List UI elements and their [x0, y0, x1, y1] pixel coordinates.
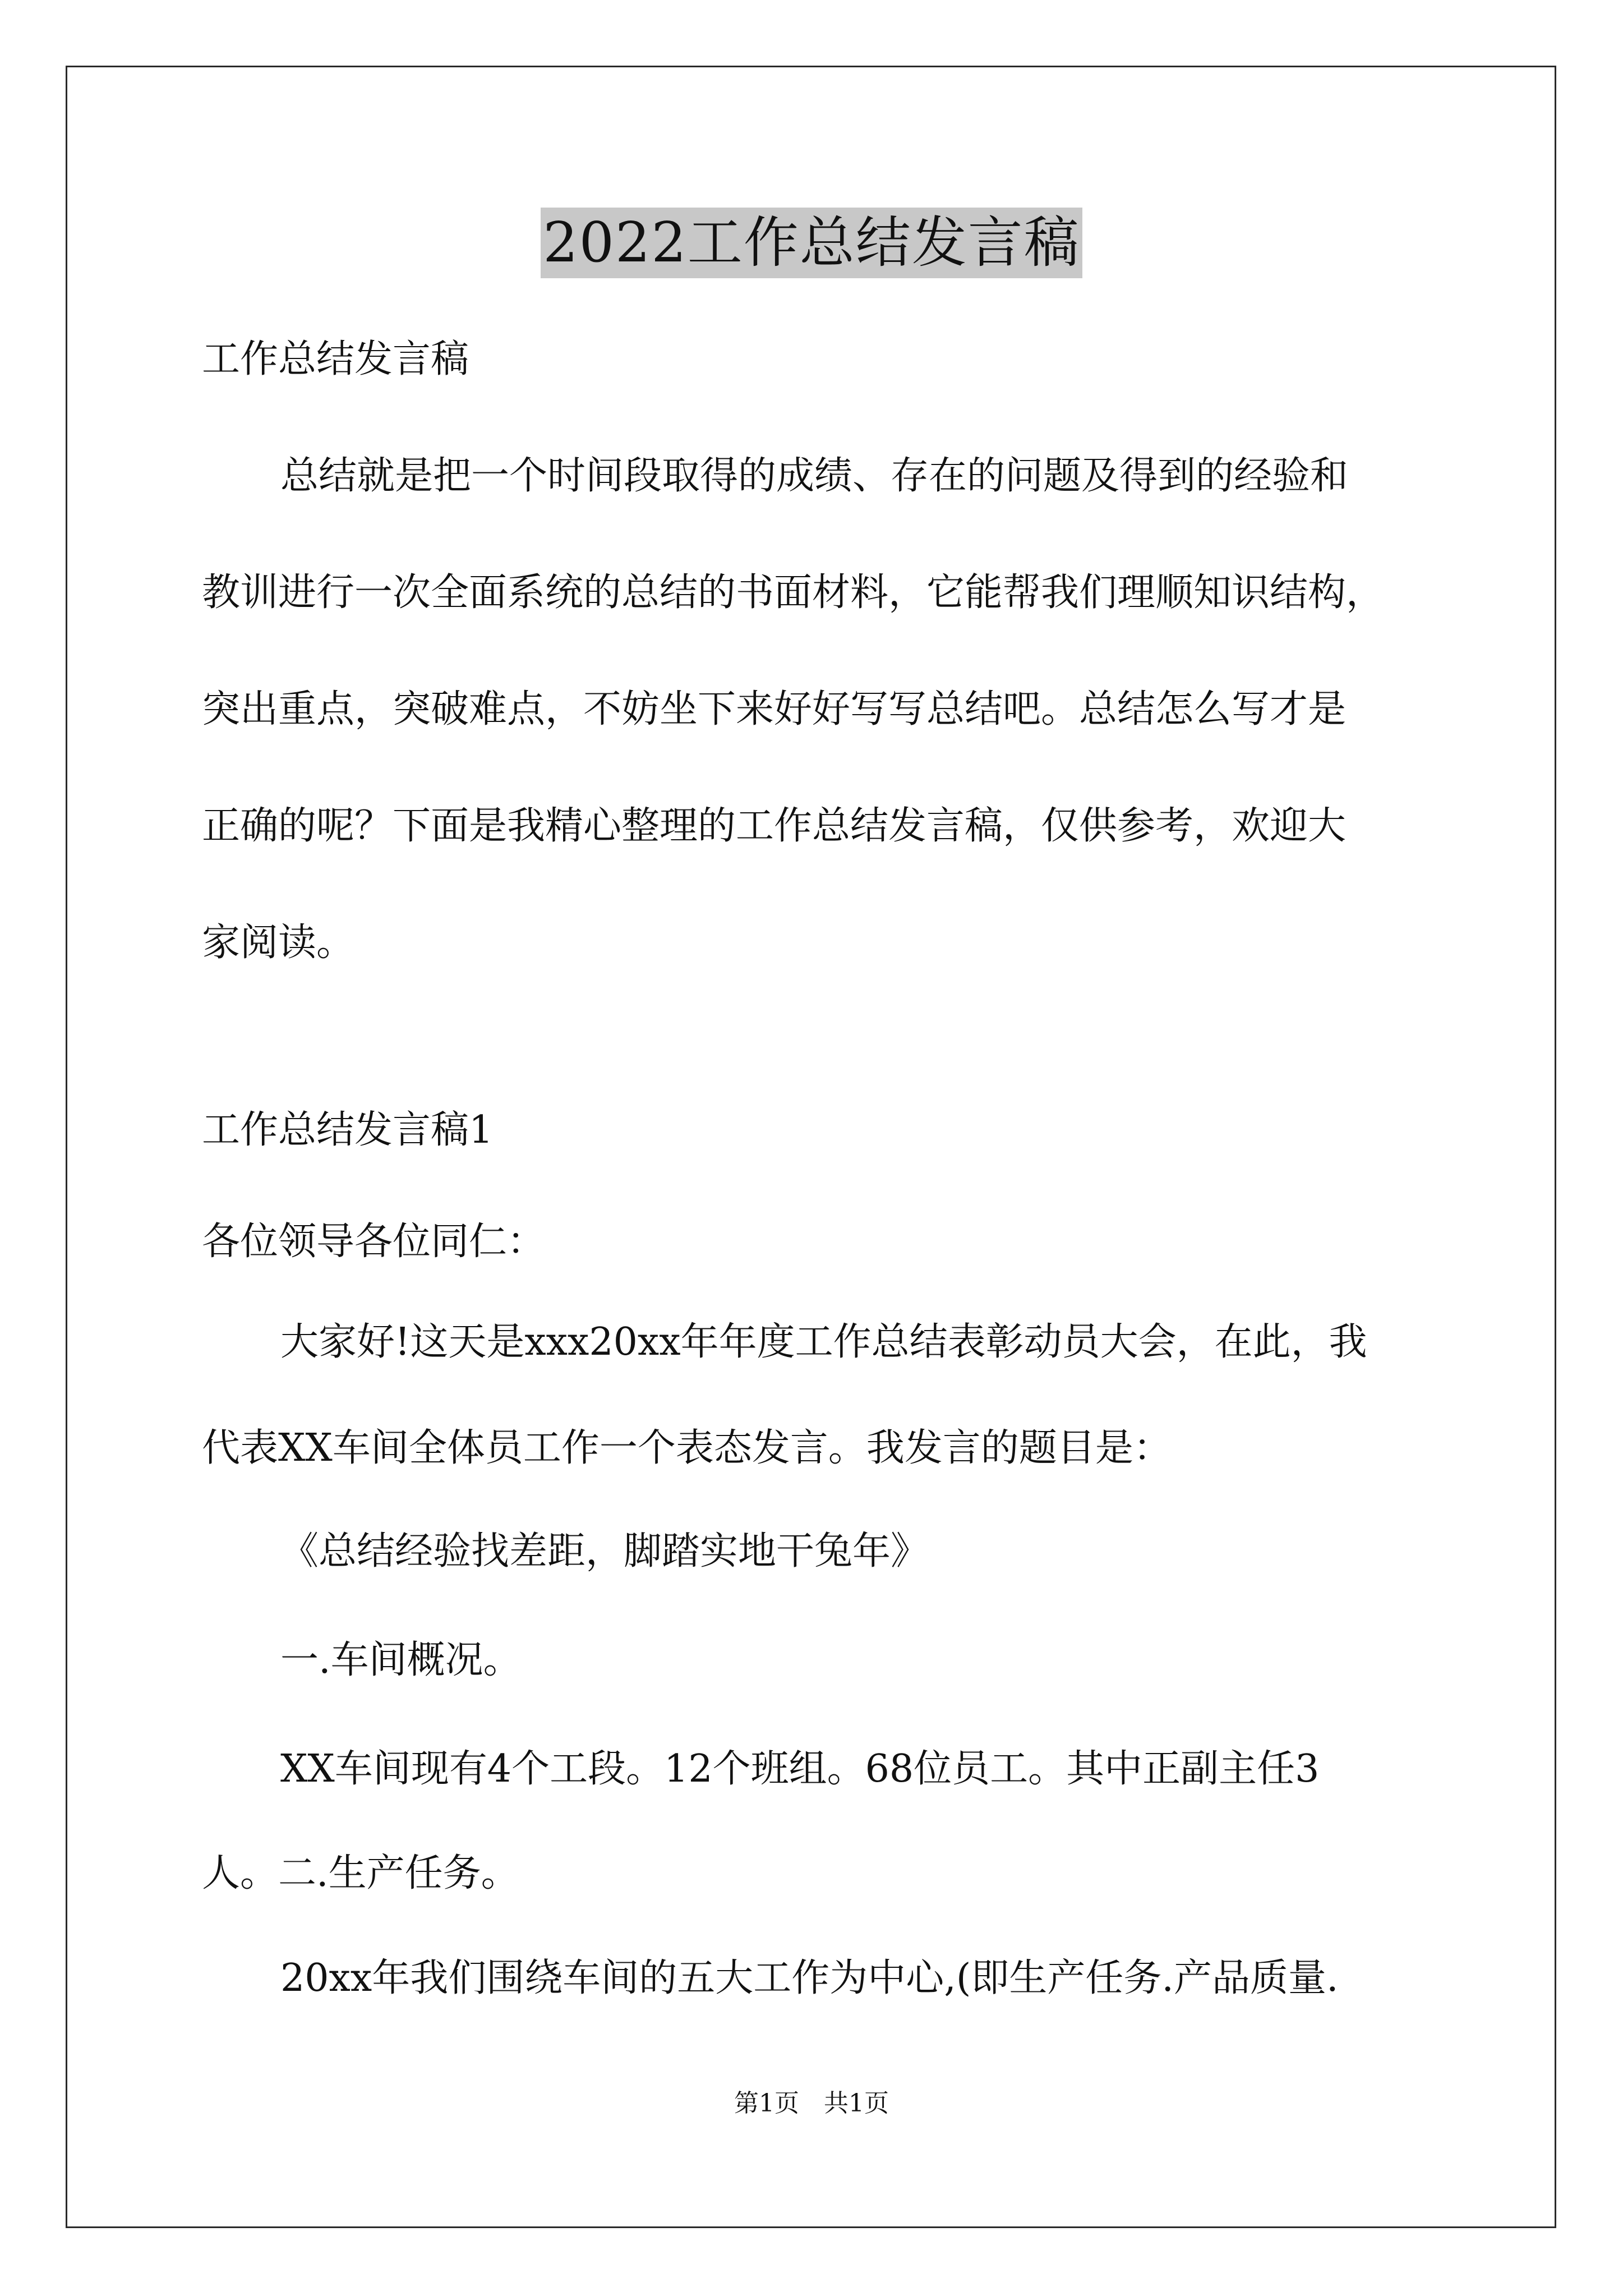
speech-topic-line: 《总结经验找差距，脚踏实地干兔年》: [280, 1529, 929, 1573]
paragraph-line: 20xx年我们围绕车间的五大工作为中心,(即生产任务.产品质量.: [280, 1956, 1339, 2000]
paragraph-line: 总结就是把一个时间段取得的成绩、存在的问题及得到的经验和: [280, 454, 1349, 498]
paragraph-line: XX车间现有4个工段。12个班组。68位员工。其中正副主任3: [280, 1747, 1320, 1791]
salutation-line: 各位领导各位同仁：: [202, 1220, 546, 1264]
paragraph-line: 正确的呢？下面是我精心整理的工作总结发言稿，仅供参考，欢迎大: [202, 804, 1347, 848]
section-heading: 工作总结发言稿1: [202, 1108, 494, 1152]
paragraph-line: 突出重点，突破难点，不妨坐下来好好写写总结吧。总结怎么写才是: [202, 687, 1347, 731]
title-container: [0, 208, 1623, 278]
section-heading: 工作总结发言稿: [202, 337, 469, 381]
document-title: 2022工作总结发言稿: [541, 208, 1082, 278]
paragraph-line: 教训进行一次全面系统的总结的书面材料，它能帮我们理顺知识结构，: [202, 570, 1385, 615]
page-footer: 第1页 共1页: [734, 2089, 889, 2118]
paragraph-line: 人。二.生产任务。: [202, 1851, 519, 1895]
paragraph-line: 代表XX车间全体员工作一个表态发言。我发言的题目是：: [202, 1426, 1172, 1470]
paragraph-line: 大家好!这天是xxx20xx年年度工作总结表彰动员大会，在此，我: [280, 1320, 1367, 1364]
list-heading: 一.车间概况。: [280, 1638, 522, 1682]
paragraph-line: 家阅读。: [202, 921, 355, 965]
